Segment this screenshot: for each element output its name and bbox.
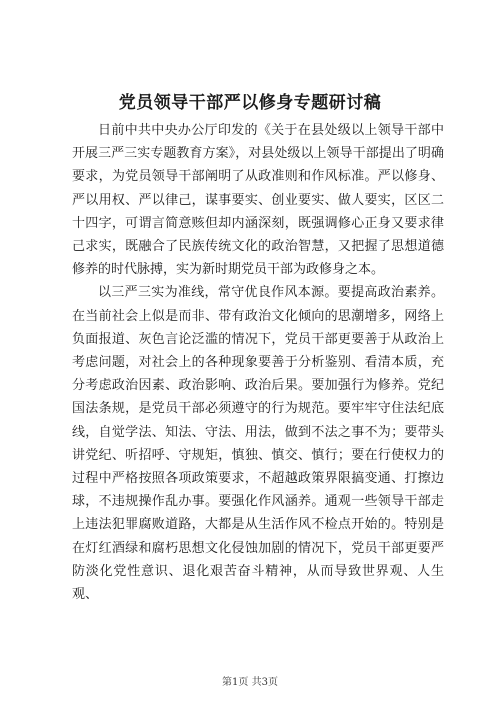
page-footer: 第1页 共3页 — [222, 677, 278, 688]
document-body — [72, 119, 444, 606]
document-title: 党员领导干部严以修身专题研讨稿 — [118, 93, 382, 113]
paragraph-main: 以三严三实为准线，常守优良作风本源。要提高政治素养。在当前社会上似是而非、带有政治文化倾向的思潮增多，网络上负面报道、灰色言论泛滥的情况下，党员干部更要善于从政治上考虑问题，对社会上的各种现象要善于分析鉴别、看清本质，充分考虑政治因素、政治影响、政治后果。要加强行为修养。党纪国法条规，是党员干部必须遵守的行为规范。要牢牢守住法纪底线，自觉学法、知法、守法、用法，做到不法之事不为；要带头讲党纪、听招呼、守规矩，慎独、慎交、慎行；要在行使权力的过程中严格按照各项政策要求，不超越政策界限搞变通、打擦边球，不违规操作乱办事。要强化作风涵养。通观一些领导干部走上违法犯罪腐败道路，大都是从生活作风不检点开始的。特别是在灯红酒绿和腐朽思想文化侵蚀加剧的情况下，党员干部更要严防淡化党性意识、退化艰苦奋斗精神，从而导致世界观、人生观、 — [72, 285, 444, 603]
paragraph-intro: 日前中共中央办公厅印发的《关于在县处级以上领导干部中开展三严三实专题教育方案》，对县处级以上领导干部提出了明确要求，为党员领导干部阐明了从政准则和作风标准。严以修身、严以用权、严以律己，谋事要实、创业要实、做人要实，区区二十四字，可谓言简意赅但却内涵深刻，既强调修心正身又要求律己求实，既融合了民族传统文化的政治智慧，又把握了思想道德修养的时代脉搏，实为新时期党员干部为政修身之本。 — [72, 123, 444, 278]
